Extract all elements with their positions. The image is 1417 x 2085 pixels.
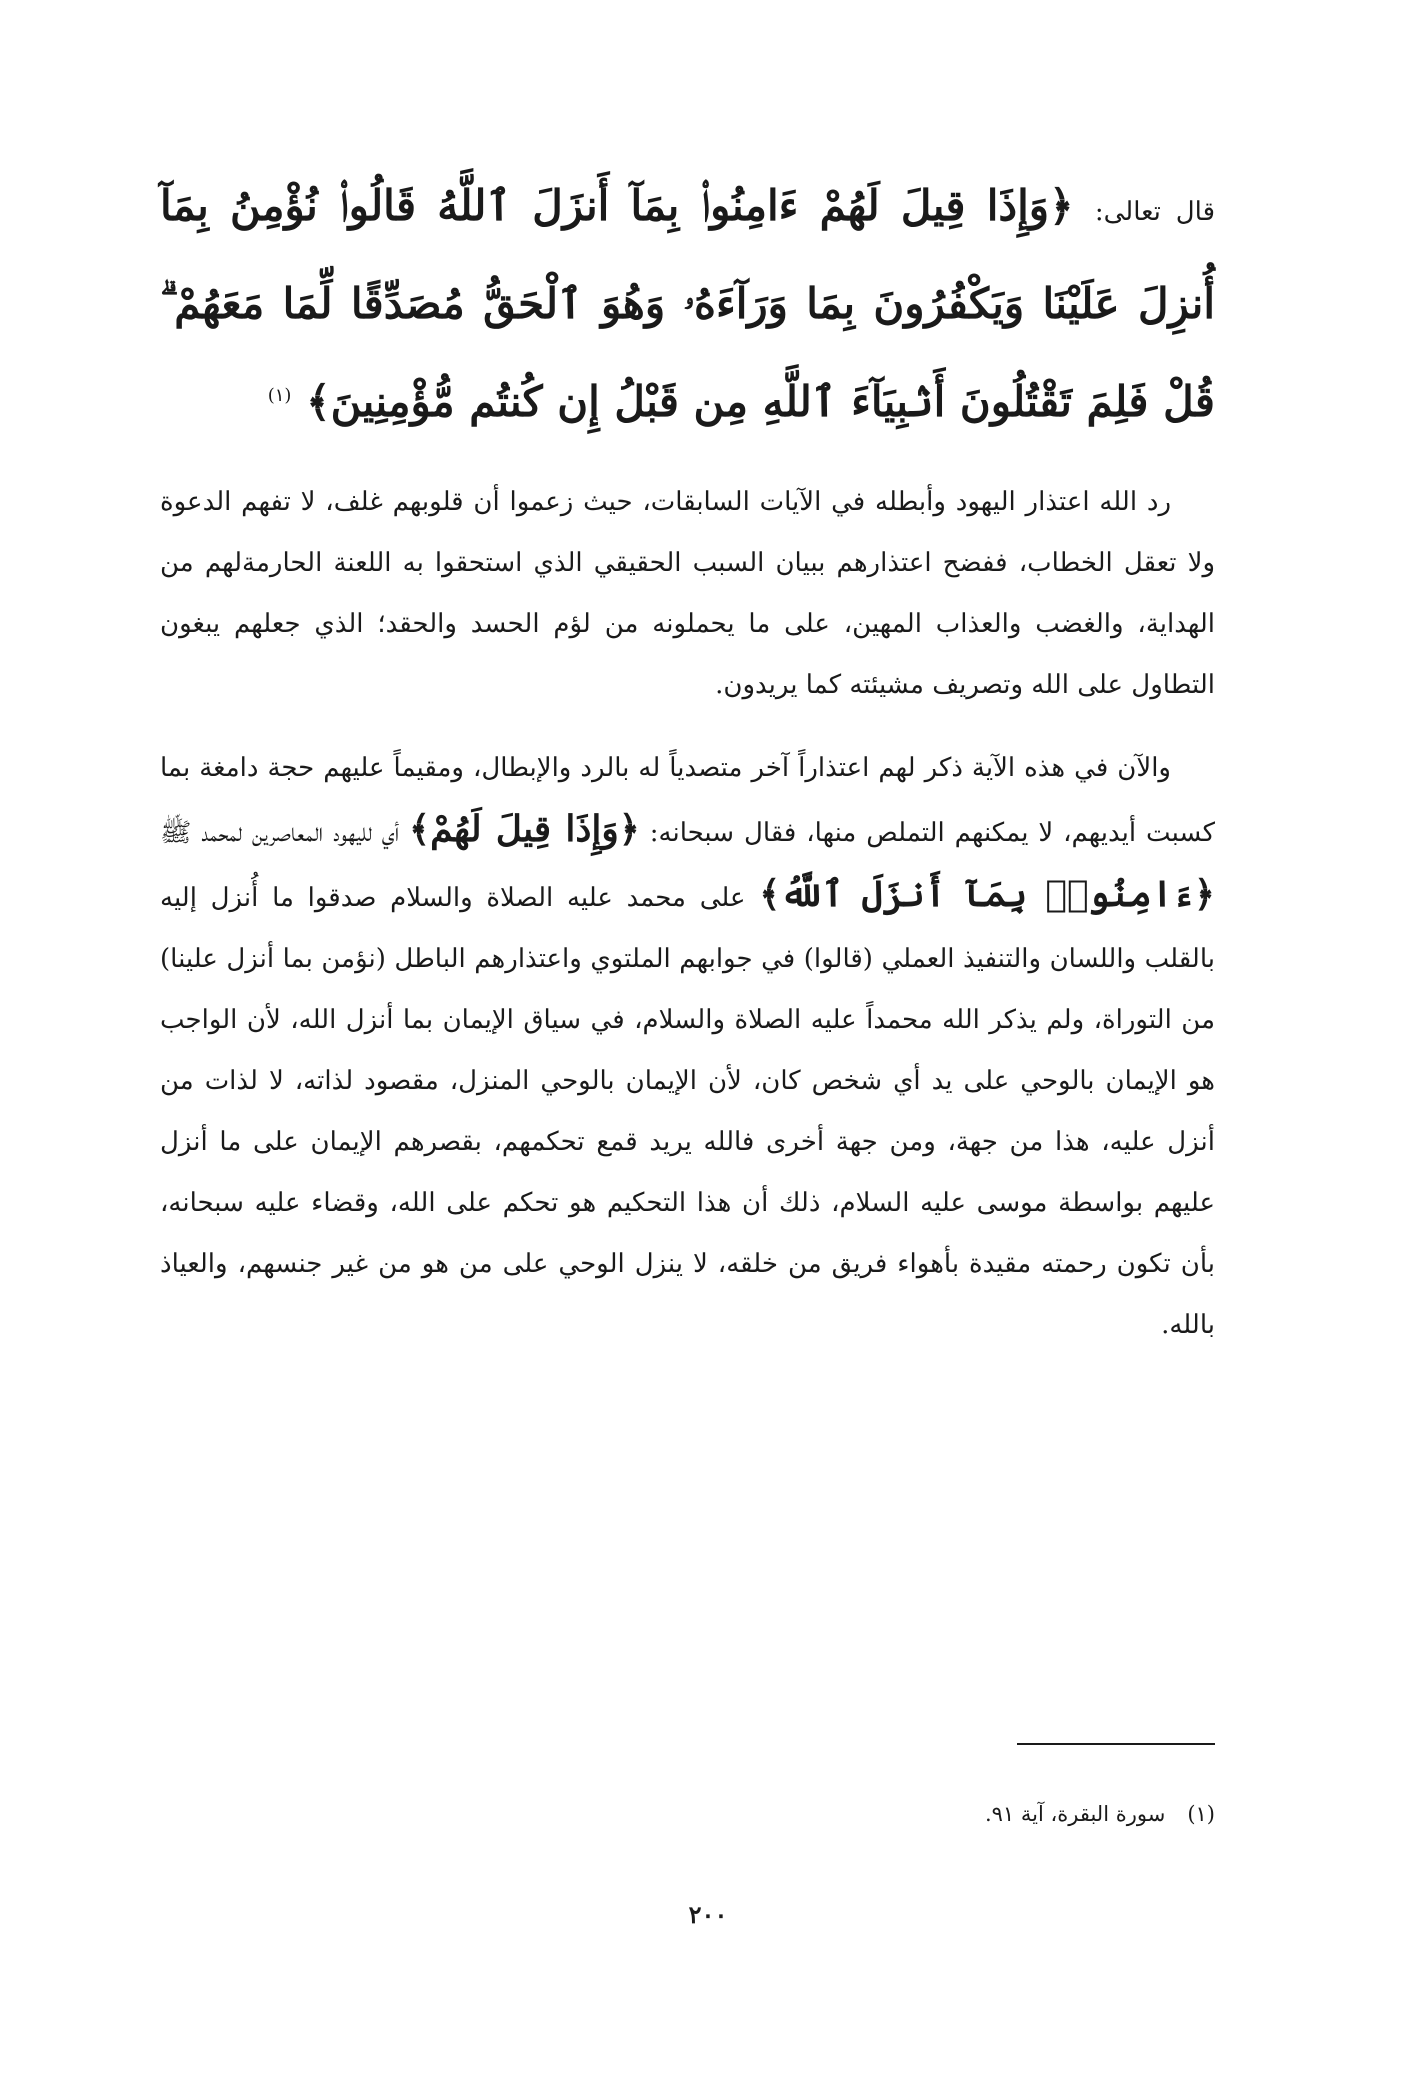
footnote-text: سورة البقرة، آية ٩١. bbox=[984, 1802, 1166, 1826]
footnote-number: (١) bbox=[1187, 1802, 1215, 1826]
page-number: ٢٠٠ bbox=[688, 1900, 728, 1929]
main-text bbox=[160, 160, 1215, 1356]
quran-verse bbox=[160, 160, 1215, 448]
verse-text: ﴿وَإِذَا قِيلَ لَهُمْ ءَامِنُوا۟ بِمَآ أَنزَلَ ٱللَّهُ قَالُوا۟ نُؤْمِنُ بِمَآ أُنزِلَ عَلَيْنَا وَيَكْفُرُونَ بِمَا وَرَآءَهُۥ وَهُوَ ٱلْحَقُّ مُصَدِّقًا لِّمَا مَعَهُمْ ۗ قُلْ فَلِمَ تَقْتُلُونَ أَنۢبِيَآءَ ٱللَّهِ مِن قَبْلُ إِن كُنتُم مُّؤْمِنِينَ﴾ bbox=[160, 181, 1215, 426]
footnote bbox=[780, 1797, 1215, 1831]
paragraph-2 bbox=[160, 738, 1215, 1356]
verse-intro: قال تعالى: bbox=[1094, 197, 1216, 227]
quran-quote-2: ﴿ءَامِنُوا۟ بِمَآ أَنزَلَ ٱللَّهُ﴾ bbox=[759, 873, 1216, 915]
paragraph-2-part-c: على محمد عليه الصلاة والسلام صدقوا ما أُنزل إليه بالقلب واللسان والتنفيذ العملي (قالوا) في جوابهم الملتوي واعتذارهم الباطل (نؤمن بما أنزل علينا) من التوراة، ولم يذكر الله محمداً عليه الصلاة والسلام، في سياق الإيمان بما أنزل الله، لأن الواجب هو الإيمان بالوحي على يد أي شخص كان، لأن الإيمان بالوحي المنزل، مقصود لذاته، لا لذات من أنزل عليه، هذا من جهة، ومن جهة أخرى فالله يريد قمع تحكمهم، بقصرهم الإيمان على ما أنزل عليهم بواسطة موسى عليه السلام، ذلك أن هذا التحكيم هو تحكم على الله، وقضاء عليه سبحانه، بأن تكون رحمته مقيدة بأهواء فريق من خلقه، لا ينزل الوحي على من هو من غير جنسهم، والعياذ بالله. bbox=[160, 883, 1215, 1340]
paragraph-2-part-b: أي لليهود المعاصرين لمحمد ﷺ bbox=[160, 818, 400, 848]
quran-quote-1: ﴿وَإِذَا قِيلَ لَهُمْ﴾ bbox=[409, 808, 640, 850]
paragraph-2-part-a: والآن في هذه الآية ذكر لهم اعتذاراً آخر متصدياً له بالرد والإبطال، ومقيماً عليهم حجة دامغة بما كسبت أيديهم، لا يمكنهم التملص منها، فقال سبحانه: bbox=[160, 753, 1215, 848]
footnote-divider bbox=[1017, 1743, 1215, 1745]
footnote-reference: (١) bbox=[267, 385, 292, 406]
paragraph-1: رد الله اعتذار اليهود وأبطله في الآيات السابقات، حيث زعموا أن قلوبهم غلف، لا تفهم الدعوة ولا تعقل الخطاب، ففضح اعتذارهم ببيان السبب الحقيقي الذي استحقوا به اللعنة الحارمةلهم من الهداية، والغضب والعذاب المهين، على ما يحملونه من لؤم الحسد والحقد؛ الذي جعلهم يبغون التطاول على الله وتصريف مشيئته كما يريدون. bbox=[160, 487, 1215, 700]
